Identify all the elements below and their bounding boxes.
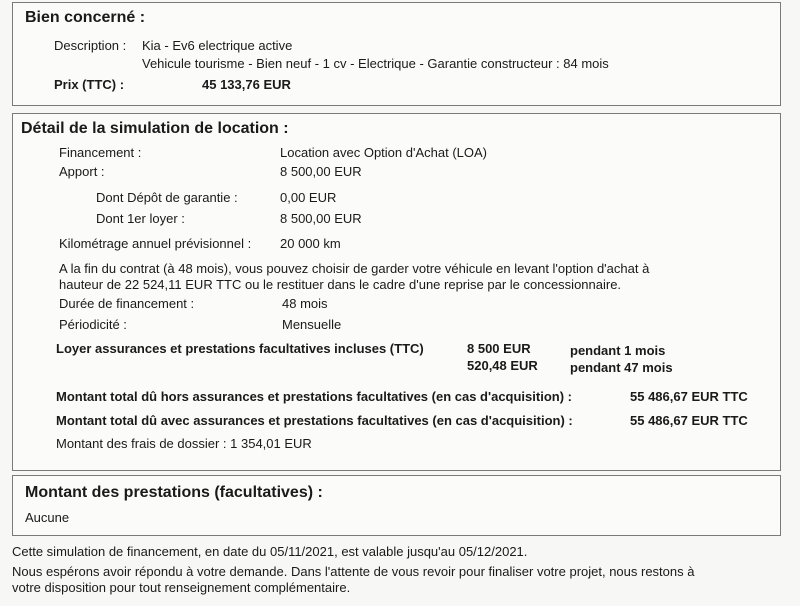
apport-label: Apport :	[59, 164, 105, 179]
option-achat-text-line2: hauteur de 22 524,11 EUR TTC ou le restituer dans le cadre d'une reprise par le concessionnaire.	[59, 277, 622, 292]
kilometrage-label: Kilométrage annuel prévisionnel :	[59, 236, 252, 251]
detail-simulation-heading: Détail de la simulation de location :	[21, 120, 289, 137]
premier-loyer-label: Dont 1er loyer :	[96, 211, 185, 226]
periodicite-value: Mensuelle	[282, 317, 342, 332]
loyer2-period: pendant 47 mois	[570, 360, 673, 375]
depot-garantie-value: 0,00 EUR	[280, 190, 337, 205]
frais-dossier-text: Montant des frais de dossier : 1 354,01 EUR	[56, 436, 312, 451]
validity-text: Cette simulation de financement, en date du 05/11/2021, est valable jusqu'au 05/12/2021.	[12, 544, 528, 559]
prix-label: Prix (TTC) :	[54, 77, 125, 92]
description-label: Description :	[54, 38, 127, 53]
depot-garantie-label: Dont Dépôt de garantie :	[96, 190, 238, 205]
duree-value: 48 mois	[282, 296, 328, 311]
premier-loyer-value: 8 500,00 EUR	[280, 211, 362, 226]
closing-text-line1: Nous espérons avoir répondu à votre demande. Dans l'attente de vous revoir pour finaliser votre projet, nous restons à	[12, 564, 695, 579]
closing-text-line2: votre disposition pour tout renseignement complémentaire.	[12, 580, 351, 595]
total-avec-assurances-label: Montant total dû avec assurances et prestations facultatives (en cas d'acquisition) :	[56, 413, 573, 428]
total-avec-assurances-value: 55 486,67 EUR TTC	[630, 413, 748, 428]
description-line2: Vehicule tourisme - Bien neuf - 1 cv - Electrique - Garantie constructeur : 84 mois	[142, 56, 609, 71]
loyer1-period: pendant 1 mois	[570, 343, 666, 358]
duree-label: Durée de financement :	[59, 296, 195, 311]
loyer2-amount: 520,48 EUR	[467, 358, 538, 373]
kilometrage-value: 20 000 km	[280, 236, 341, 251]
prestations-value: Aucune	[25, 510, 70, 525]
total-hors-assurances-label: Montant total dû hors assurances et prestations facultatives (en cas d'acquisition) :	[56, 389, 572, 404]
total-hors-assurances-value: 55 486,67 EUR TTC	[630, 389, 748, 404]
apport-value: 8 500,00 EUR	[280, 164, 362, 179]
prix-value: 45 133,76 EUR	[202, 77, 291, 92]
financement-value: Location avec Option d'Achat (LOA)	[280, 145, 487, 160]
bien-concerne-heading: Bien concerné :	[25, 9, 146, 26]
financement-label: Financement :	[59, 145, 142, 160]
description-line1: Kia - Ev6 electrique active	[142, 38, 293, 53]
loyer-label: Loyer assurances et prestations facultatives incluses (TTC)	[56, 341, 424, 356]
prestations-heading: Montant des prestations (facultatives) :	[25, 484, 323, 501]
loyer1-amount: 8 500 EUR	[467, 341, 531, 356]
option-achat-text-line1: A la fin du contrat (à 48 mois), vous pouvez choisir de garder votre véhicule en levant l'option d'achat à	[59, 261, 650, 276]
periodicite-label: Périodicité :	[59, 317, 127, 332]
